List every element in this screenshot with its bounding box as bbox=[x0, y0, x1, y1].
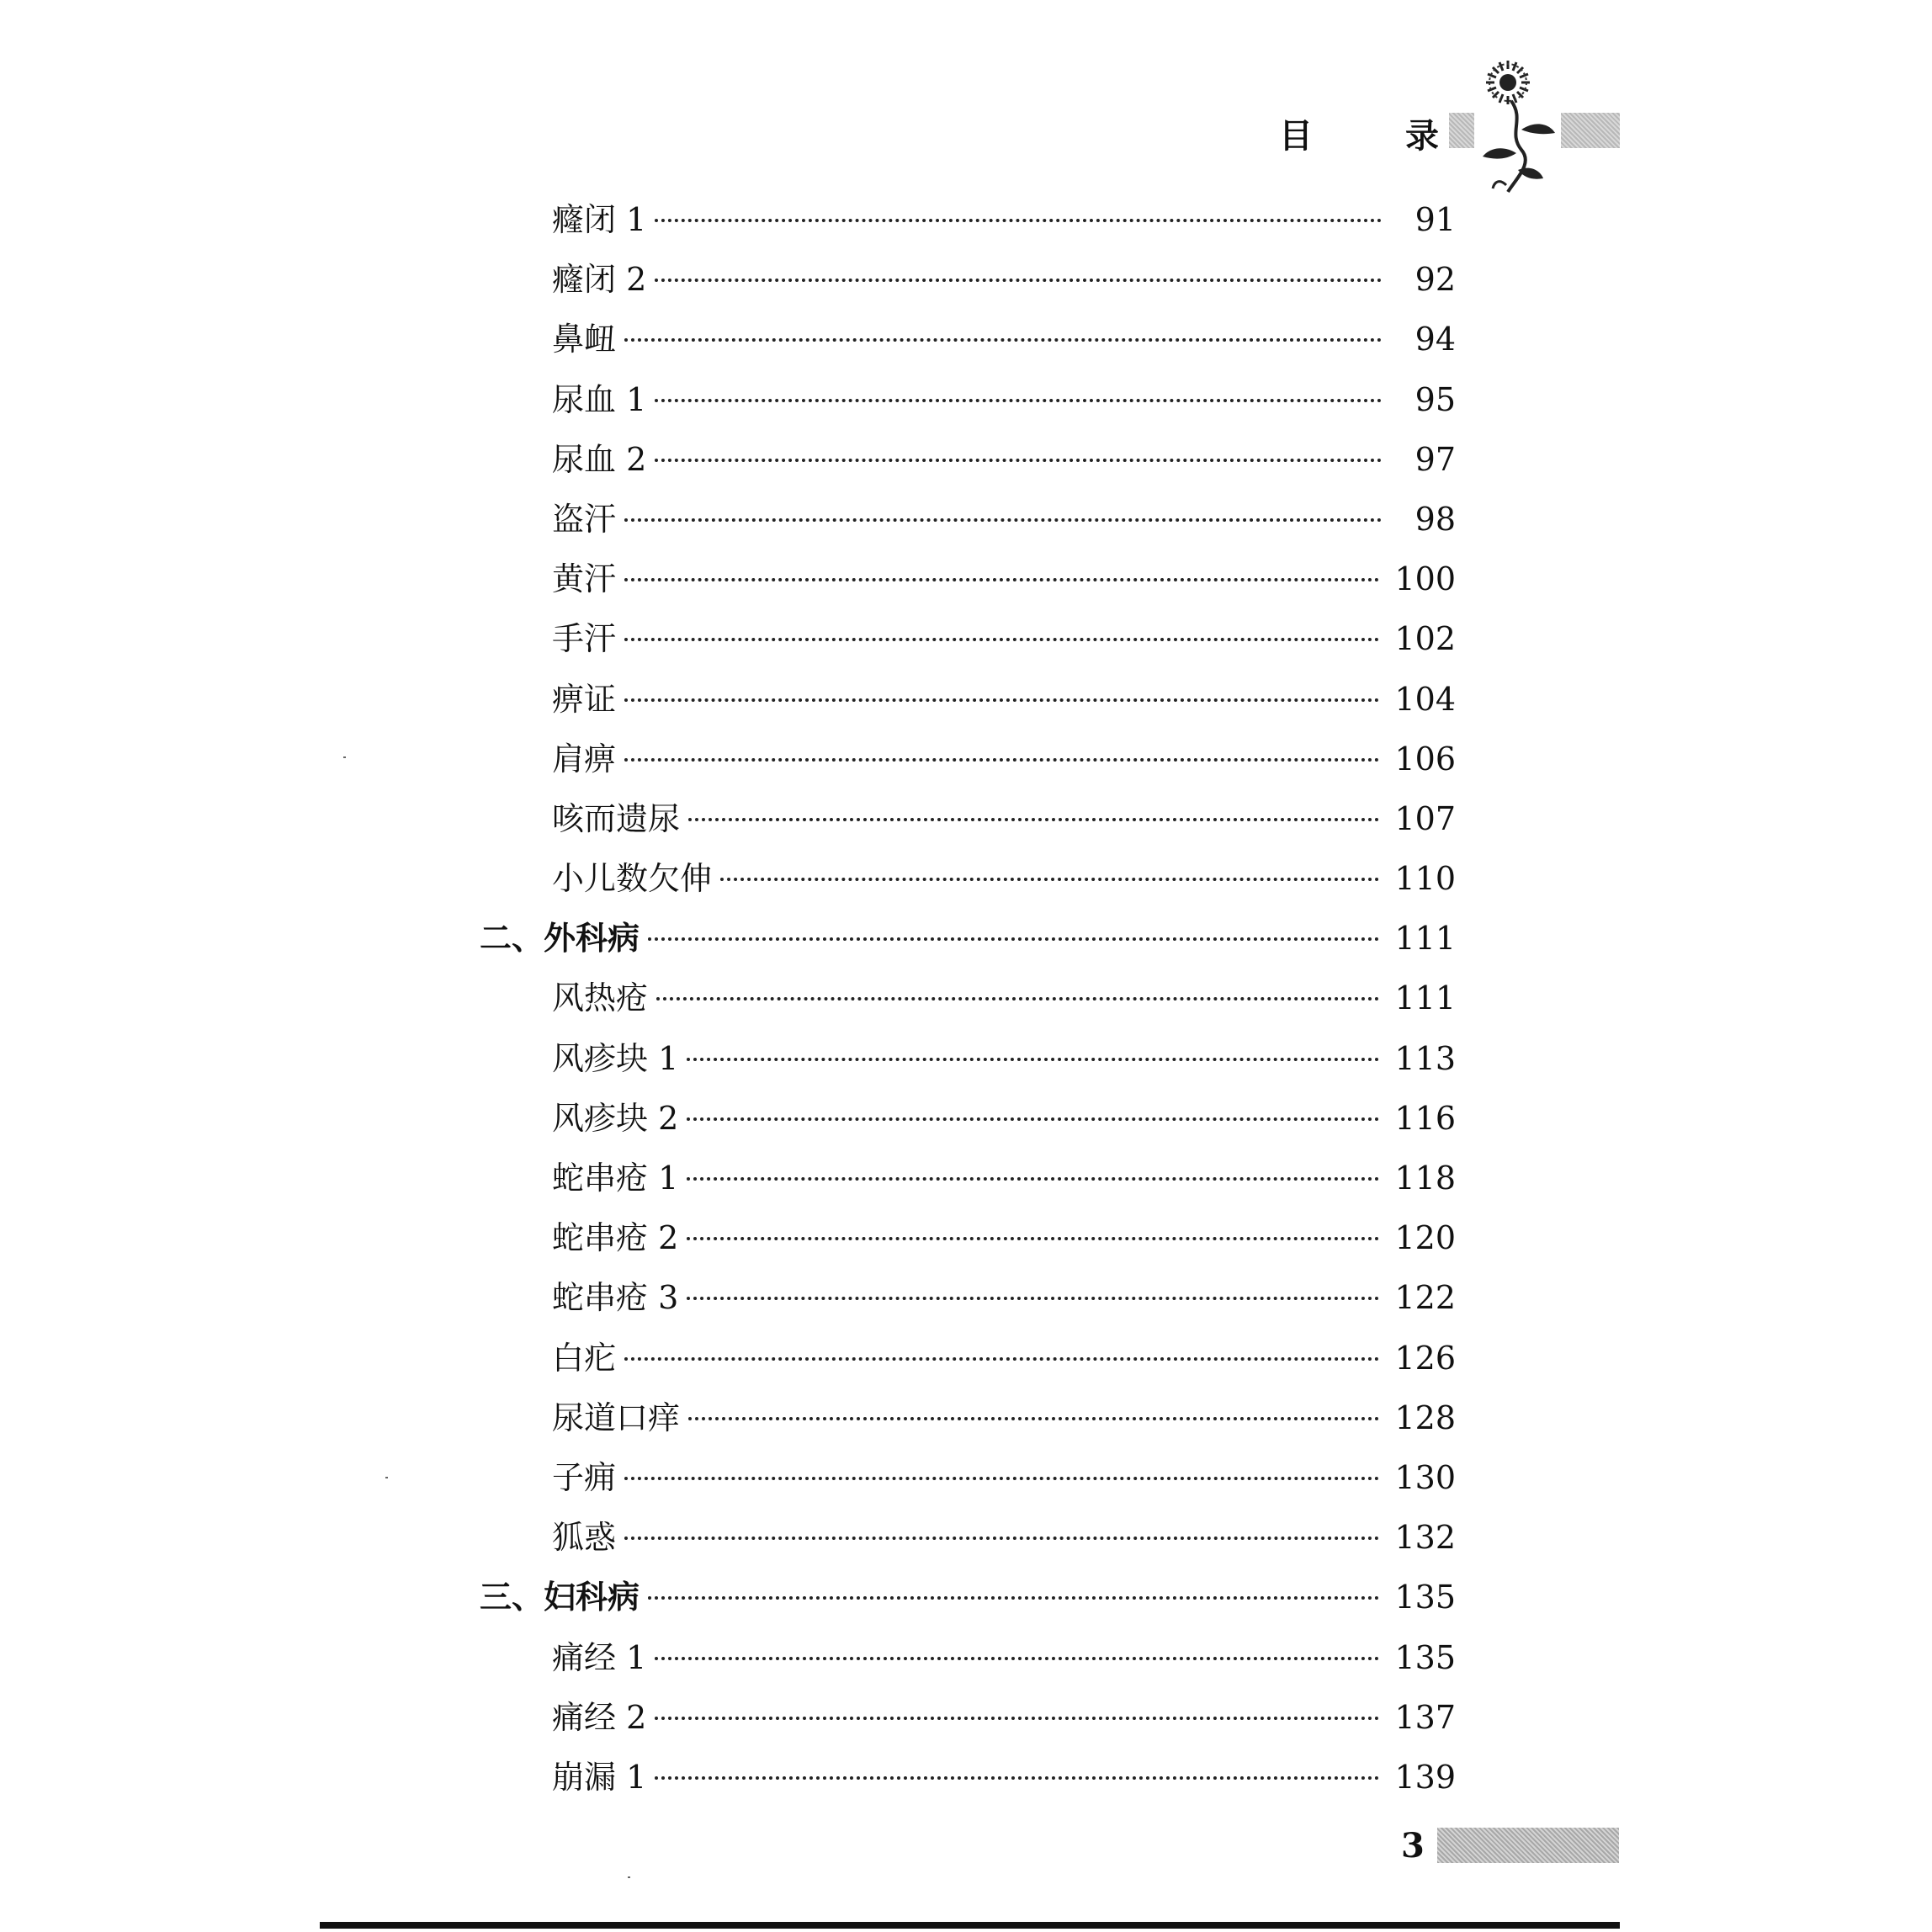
toc-leader-dots bbox=[655, 399, 1382, 402]
toc-leader-dots bbox=[656, 997, 1379, 1000]
toc-entry-label: 尿道口痒 bbox=[552, 1399, 681, 1436]
toc-entry-label: 风疹块 2 bbox=[552, 1099, 679, 1137]
page-header-title bbox=[1279, 108, 1439, 158]
toc-entry-label: 鼻衄 bbox=[552, 321, 617, 358]
toc-entry-page: 106 bbox=[1394, 740, 1456, 778]
toc-entry-page: 104 bbox=[1394, 680, 1456, 718]
toc-entry[interactable] bbox=[480, 370, 1456, 430]
toc-entry-page: 126 bbox=[1394, 1339, 1456, 1377]
toc-entry-page: 91 bbox=[1414, 201, 1456, 238]
toc-entry[interactable] bbox=[480, 310, 1456, 369]
toc-entry-page: 135 bbox=[1394, 1638, 1456, 1676]
toc-section-label: 二、外科病 bbox=[480, 920, 640, 958]
toc-entry[interactable] bbox=[480, 1748, 1456, 1807]
toc-entry[interactable] bbox=[480, 250, 1456, 310]
toc-entry[interactable] bbox=[480, 1388, 1456, 1448]
toc-entry[interactable] bbox=[480, 1268, 1456, 1328]
toc-leader-dots bbox=[687, 1117, 1379, 1121]
toc-entry[interactable] bbox=[480, 1029, 1456, 1089]
toc-entry[interactable] bbox=[480, 1628, 1456, 1688]
scan-speck bbox=[628, 1876, 630, 1878]
toc-leader-dots bbox=[624, 638, 1379, 641]
toc-leader-dots bbox=[687, 1177, 1379, 1181]
toc-leader-dots bbox=[720, 878, 1379, 881]
toc-entry-page: 107 bbox=[1394, 799, 1456, 837]
toc-leader-dots bbox=[687, 1297, 1379, 1300]
header-decorative-block bbox=[1449, 113, 1474, 148]
toc-entry[interactable] bbox=[480, 1688, 1456, 1748]
toc-entry[interactable] bbox=[480, 490, 1456, 549]
toc-entry-page: 139 bbox=[1394, 1758, 1456, 1796]
toc-leader-dots bbox=[624, 1477, 1379, 1480]
toc-entry-page: 120 bbox=[1394, 1219, 1456, 1257]
toc-leader-dots bbox=[688, 818, 1379, 821]
toc-entry-label: 狐惑 bbox=[552, 1519, 617, 1557]
toc-section-page: 111 bbox=[1394, 920, 1456, 958]
toc-entry-page: 137 bbox=[1394, 1698, 1456, 1736]
toc-leader-dots bbox=[624, 698, 1379, 702]
toc-entry-label: 风疹块 1 bbox=[552, 1039, 679, 1077]
scan-speck bbox=[343, 756, 346, 758]
toc-leader-dots bbox=[648, 1596, 1379, 1600]
toc-leader-dots bbox=[655, 1717, 1379, 1720]
toc-entry-label: 癃闭 1 bbox=[552, 201, 647, 238]
toc-leader-dots bbox=[688, 1417, 1379, 1420]
toc-entry-label: 痛经 1 bbox=[552, 1638, 647, 1676]
toc-entry[interactable] bbox=[480, 789, 1456, 849]
toc-leader-dots bbox=[687, 1058, 1379, 1061]
toc-entry-page: 128 bbox=[1394, 1399, 1456, 1436]
toc-entry[interactable] bbox=[480, 849, 1456, 909]
footer-decorative-block bbox=[1437, 1828, 1619, 1863]
toc-entry-label: 崩漏 1 bbox=[552, 1758, 647, 1796]
toc-entry[interactable] bbox=[480, 190, 1456, 250]
footer-page-number: 3 bbox=[1401, 1826, 1425, 1866]
toc-leader-dots bbox=[648, 937, 1379, 941]
header-title-char: 录 bbox=[1405, 116, 1439, 156]
toc-entry-label: 黄汗 bbox=[552, 560, 617, 598]
toc-entry[interactable] bbox=[480, 1089, 1456, 1149]
toc-leader-dots bbox=[687, 1237, 1379, 1240]
toc-entry-page: 92 bbox=[1414, 261, 1456, 299]
toc-entry-label: 盗汗 bbox=[552, 500, 617, 538]
toc-entry[interactable] bbox=[480, 1508, 1456, 1568]
toc-leader-dots bbox=[624, 338, 1382, 342]
toc-leader-dots bbox=[655, 459, 1382, 462]
toc-entry[interactable] bbox=[480, 549, 1456, 609]
toc-entry-page: 102 bbox=[1394, 620, 1456, 658]
toc-entry-page: 113 bbox=[1394, 1039, 1456, 1077]
toc-entry-label: 白疕 bbox=[552, 1339, 617, 1377]
toc-entry[interactable] bbox=[480, 730, 1456, 789]
toc-entry-page: 100 bbox=[1394, 560, 1456, 598]
flower-ornament-icon bbox=[1474, 52, 1563, 197]
toc-leader-dots bbox=[624, 1357, 1379, 1361]
toc-entry-page: 122 bbox=[1394, 1279, 1456, 1317]
toc-entry-label: 蛇串疮 2 bbox=[552, 1219, 679, 1257]
toc-entry[interactable] bbox=[480, 1149, 1456, 1208]
toc-entry[interactable] bbox=[480, 1329, 1456, 1388]
toc-entry-page: 110 bbox=[1394, 860, 1456, 898]
toc-entry-label: 痹证 bbox=[552, 680, 617, 718]
toc-entry-label: 风热疮 bbox=[552, 979, 649, 1017]
toc-leader-dots bbox=[624, 1537, 1379, 1540]
toc-leader-dots bbox=[655, 279, 1382, 282]
toc-entry-label: 肩痹 bbox=[552, 740, 617, 778]
toc-section-heading[interactable] bbox=[480, 1568, 1456, 1627]
toc-entry-page: 132 bbox=[1394, 1519, 1456, 1557]
toc-entry-label: 尿血 1 bbox=[552, 380, 647, 418]
toc-leader-dots bbox=[655, 219, 1382, 222]
table-of-contents bbox=[480, 190, 1456, 1807]
header-title-char: 目 bbox=[1279, 116, 1313, 156]
toc-leader-dots bbox=[655, 1657, 1379, 1660]
header-decorative-block bbox=[1561, 113, 1620, 148]
toc-entry[interactable] bbox=[480, 1208, 1456, 1268]
toc-entry[interactable] bbox=[480, 1448, 1456, 1508]
scan-speck bbox=[385, 1477, 388, 1478]
bottom-rule bbox=[320, 1922, 1620, 1929]
toc-entry-page: 97 bbox=[1414, 440, 1456, 478]
toc-entry-label: 蛇串疮 1 bbox=[552, 1160, 679, 1197]
toc-leader-dots bbox=[624, 518, 1382, 522]
toc-entry-label: 痛经 2 bbox=[552, 1698, 647, 1736]
toc-entry-page: 98 bbox=[1414, 500, 1456, 538]
toc-entry-page: 95 bbox=[1414, 380, 1456, 418]
toc-leader-dots bbox=[655, 1776, 1379, 1780]
toc-entry-label: 蛇串疮 3 bbox=[552, 1279, 679, 1317]
toc-entry-page: 111 bbox=[1394, 979, 1456, 1017]
toc-entry[interactable] bbox=[480, 969, 1456, 1028]
toc-section-page: 135 bbox=[1394, 1579, 1456, 1616]
toc-entry-label: 手汗 bbox=[552, 620, 617, 658]
toc-entry[interactable] bbox=[480, 609, 1456, 669]
toc-entry-label: 癃闭 2 bbox=[552, 261, 647, 299]
toc-entry-label: 小儿数欠伸 bbox=[552, 860, 713, 898]
toc-section-label: 三、妇科病 bbox=[480, 1579, 640, 1616]
toc-entry-label: 子痈 bbox=[552, 1458, 617, 1496]
toc-entry-label: 咳而遗尿 bbox=[552, 799, 681, 837]
toc-entry[interactable] bbox=[480, 430, 1456, 490]
toc-leader-dots bbox=[624, 758, 1379, 762]
toc-section-heading[interactable] bbox=[480, 909, 1456, 969]
toc-entry-page: 116 bbox=[1394, 1099, 1456, 1137]
toc-leader-dots bbox=[624, 578, 1379, 581]
toc-entry-page: 118 bbox=[1394, 1160, 1456, 1197]
toc-entry-label: 尿血 2 bbox=[552, 440, 647, 478]
toc-entry[interactable] bbox=[480, 670, 1456, 730]
toc-entry-page: 130 bbox=[1394, 1458, 1456, 1496]
toc-entry-page: 94 bbox=[1414, 321, 1456, 358]
